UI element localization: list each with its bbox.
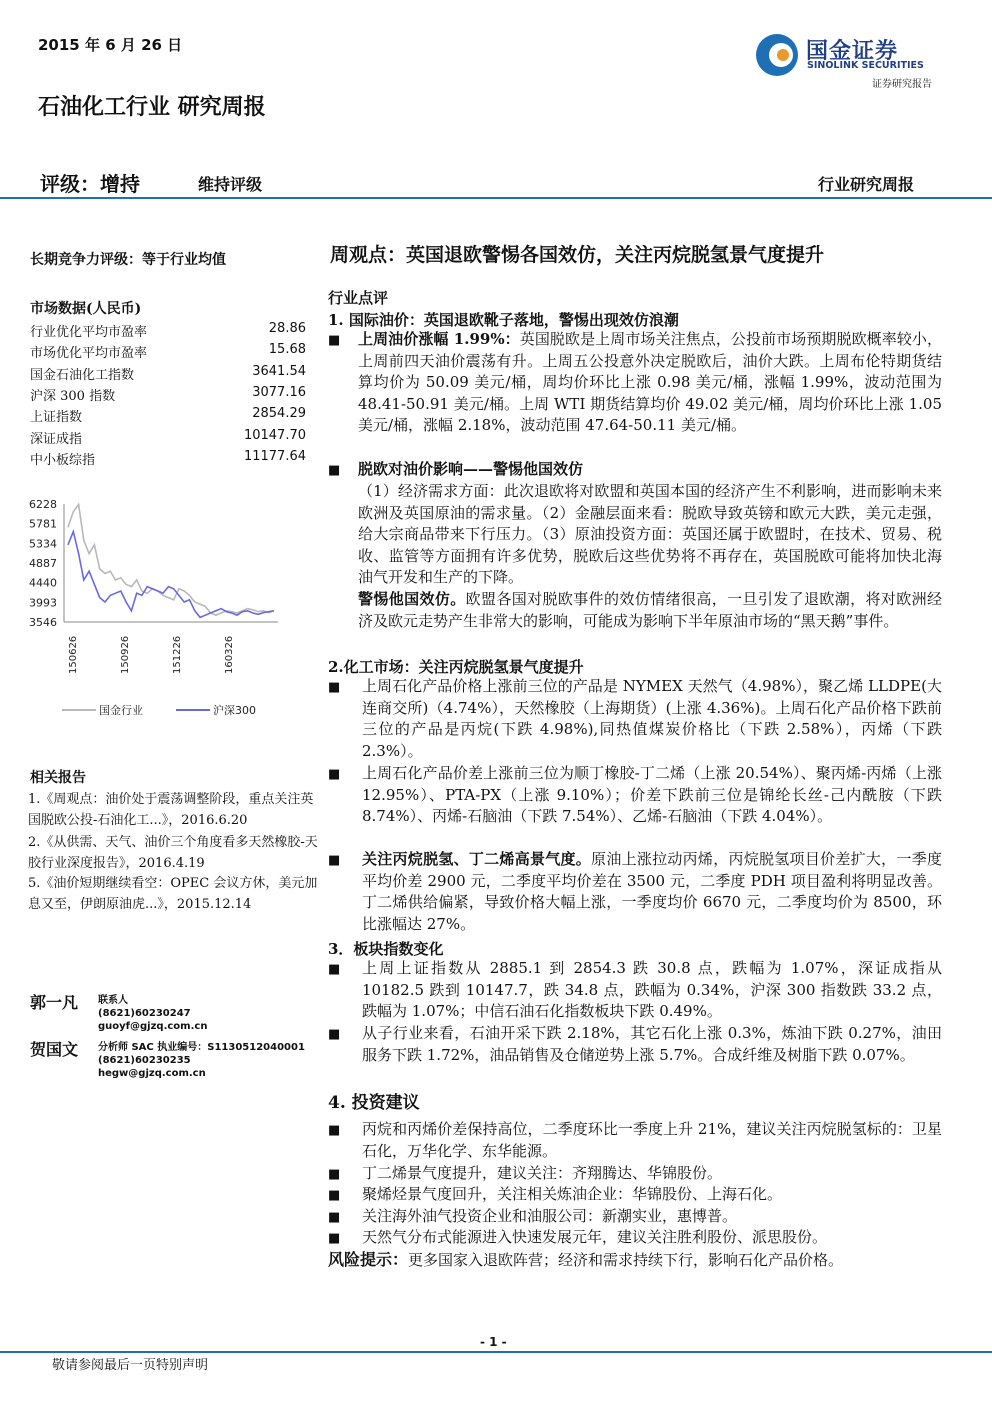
bullet-marker: ■ (328, 1027, 341, 1042)
section-3-title: 3．板块指数变化 (328, 940, 444, 958)
market-data-label: 沪深 300 指数 (30, 388, 116, 404)
analyst-phone-1: (8621)60230247 (98, 1008, 191, 1019)
bullet-marker: ■ (328, 463, 341, 478)
bullet-marker: ■ (328, 680, 341, 695)
legend-label-1: 沪深300 (213, 704, 256, 717)
section-1-bullet-2-lead: 脱欧对油价影响——警惕他国效仿 (358, 460, 584, 478)
section-2-bullet-3 (362, 849, 942, 935)
market-data-value: 3641.54 (252, 363, 306, 379)
brand-name: 国金证券 (806, 39, 899, 64)
section-1-bullet-2-paragraph-2 (358, 589, 942, 632)
report-type: 行业研究周报 (818, 175, 915, 194)
sinolink-logo-icon (754, 32, 800, 78)
y-tick-label: 3546 (29, 616, 57, 629)
index-line-chart (28, 498, 288, 726)
section-3-bullet-1: 上周上证指数从 2885.1 到 2854.3 跌 30.8 点，跌幅为 1.07%，深证成指从 10182.5 跌到 10147.7，跌 34.8 点，跌幅为 0.34%，沪深 300 指数跌 33.2 点，跌幅为 1.07%；中信石油石化指数板块下跌 0.49%。 (362, 959, 942, 1021)
section-2-title: 2.化工市场：关注丙烷脱氢景气度提升 (328, 658, 584, 676)
analyst-name-2: 贺国文 (30, 1040, 79, 1059)
analyst-email-1[interactable]: guoyf@gjzq.com.cn (98, 1021, 208, 1032)
brand-logo (754, 30, 954, 92)
header-divider (0, 197, 992, 199)
market-data-row (30, 342, 306, 363)
market-data-value: 2854.29 (252, 406, 306, 422)
recommendation-2: 丁二烯景气度提升，建议关注：齐翔腾达、华锦股份。 (362, 1164, 723, 1182)
bullet-marker: ■ (328, 767, 341, 782)
market-data-row (30, 364, 306, 385)
y-tick-label: 6228 (29, 498, 57, 511)
y-tick-label: 5334 (29, 537, 57, 551)
market-data-label: 中小板综指 (30, 452, 96, 468)
section-2-bullet-3-lead: 关注丙烷脱氢、丁二烯高景气度。 (362, 850, 592, 868)
risk-text: 更多国家入退欧阵营；经济和需求持续下行，影响石化产品价格。 (408, 1251, 844, 1269)
headline: 周观点：英国退欧警惕各国效仿，关注丙烷脱氢景气度提升 (330, 244, 825, 266)
bullet-marker: ■ (328, 962, 341, 977)
analyst-email-2[interactable]: hegw@gjzq.com.cn (98, 1068, 206, 1079)
footer-disclaimer: 敬请参阅最后一页特别声明 (52, 1358, 209, 1373)
section-1-bullet-1-lead: 上周油价涨幅 1.99%： (358, 330, 520, 348)
section-2-bullet-3-text: 原油上涨拉动丙烯，丙烷脱氢项目价差扩大，一季度平均价差 2900 元，二季度平均价差在 3500 元，二季度 PDH 项目盈利将明显改善。丁二烯供给偏紧，导致价格大幅上涨，一季度均价 6670 元，二季度均价为 8500，环比涨幅达 27%。 (362, 850, 942, 933)
market-data-value: 10147.70 (243, 427, 306, 443)
legend-label-0: 国金行业 (99, 704, 143, 717)
long-term-rating: 长期竞争力评级：等于行业均值 (30, 252, 226, 268)
analyst-contact-2 (98, 1041, 305, 1080)
y-tick-label: 5781 (29, 517, 57, 531)
analyst-name-1: 郭一凡 (30, 993, 79, 1012)
section-1-bullet-2-paragraph-2-lead: 警惕他国效仿。 (358, 590, 466, 608)
market-data-label: 上证指数 (30, 410, 83, 426)
section-3-bullet-2: 从子行业来看，石油开采下跌 2.18%，其它石化上涨 0.3%，炼油下跌 0.27%，油田服务下跌 1.72%，油品销售及仓储逆势上涨 5.7%。合成纤维及树脂下跌 0.07%。 (362, 1024, 942, 1064)
market-data-row (30, 321, 306, 342)
footer-divider (0, 1351, 992, 1353)
section-2-bullet-1: 上周石化产品价格上涨前三位的产品是 NYMEX 天然气（4.98%），聚乙烯 LLDPE(大连商交所)（4.74%），天然橡胶（上海期货）(上涨 4.36%)。上周石化产品价格下跌前三位的产品是丙烷(下跌 4.98%),同热值煤炭价格比（下跌 2.58%），丙烯（下跌 2.3%）。 (362, 677, 942, 760)
section-2-bullet-2: 上周石化产品价差上涨前三位为顺丁橡胶-丁二烯（上涨 20.54%）、聚丙烯-丙烯（上涨 12.95%）、PTA-PX（上涨 9.10%）；价差下跌前三位是锦纶长丝-己内酰胺（下跌 8.74%）、丙烯-石脑油（下跌 7.54%）、乙烯-石脑油（下跌 4.04%）。 (362, 764, 942, 826)
rating-label: 评级：增持 (40, 172, 140, 196)
section-1-bullet-2-paragraph-2-text: 欧盟各国对脱欧事件的效仿情绪很高，一旦引发了退欧潮，将对欧洲经济及欧元走势产生非常大的影响，可能成为影响下半年原油市场的“黑天鹅”事件。 (358, 590, 942, 630)
related-report-2: 2.《从供需、天气、油价三个角度看多天然橡胶-天胶行业深度报告》，2016.4.19 (28, 835, 318, 871)
section-1-bullet-2-paragraph-1: （1）经济需求方面：此次退欧将对欧盟和英国本国的经济产生不利影响，进而影响未来欧洲及英国原油的需求量。（2）金融层面来看：脱欧导致英镑和欧元大跌，美元走强，给大宗商品带来下行压力。（3）原油投资方面：英国还属于欧盟时，在技术、贸易、税收、监管等方面拥有许多优势，脱欧后这些优势将不再存在，英国脱欧可能将加快北海油气开发和生产的下降。 (358, 482, 942, 587)
market-data-row (30, 385, 306, 406)
bullet-marker: ■ (328, 1167, 341, 1182)
market-data-row (30, 428, 306, 449)
bullet-marker: ■ (328, 1123, 341, 1138)
x-tick-label: 151226 (172, 635, 183, 674)
bullet-marker: ■ (328, 1210, 341, 1225)
market-data-title: 市场数据(人民币) (30, 301, 142, 317)
bullet-marker: ■ (328, 333, 341, 348)
x-tick-label: 150926 (120, 635, 131, 674)
recommendation-5: 天然气分布式能源进入快速发展元年，建议关注胜利股份、派思股份。 (362, 1228, 828, 1246)
page-number: - 1 - (480, 1335, 507, 1349)
analyst-role-2: 分析师 SAC 执业编号：S1130512040001 (98, 1042, 305, 1053)
related-report-3: 5.《油价短期继续看空：OPEC 会议方休，美元加息又至，伊朗原油虎...》，2015.12.14 (28, 876, 318, 912)
risk-label: 风险提示： (328, 1250, 409, 1269)
recommendation-4: 关注海外油气投资企业和油服公司：新潮实业，惠博普。 (362, 1207, 738, 1225)
x-tick-label: 150626 (68, 635, 79, 674)
series-line-1 (68, 532, 274, 618)
market-data-row (30, 406, 306, 427)
market-data-value: 28.86 (268, 321, 306, 336)
report-date: 2015 年 6 月 26 日 (38, 36, 183, 54)
analyst-role-1: 联系人 (98, 995, 128, 1006)
analyst-phone-2: (8621)60230235 (98, 1055, 191, 1066)
bullet-marker: ■ (328, 1188, 341, 1203)
rating-action: 维持评级 (198, 175, 263, 194)
report-title: 石油化工行业 研究周报 (38, 94, 266, 120)
bullet-marker: ■ (328, 853, 341, 868)
section-1-bullet-1 (358, 329, 942, 437)
bullet-marker: ■ (328, 1231, 341, 1246)
market-data-value: 15.68 (268, 342, 306, 358)
brand-subtitle: 证券研究报告 (872, 79, 932, 90)
analyst-contact-1 (98, 994, 207, 1033)
market-data-label: 行业优化平均市盈率 (30, 325, 148, 340)
y-tick-label: 3993 (29, 596, 57, 610)
y-tick-label: 4887 (29, 557, 57, 570)
market-data-label: 国金石油化工指数 (30, 367, 135, 383)
y-tick-label: 4440 (29, 576, 57, 590)
related-reports-title: 相关报告 (30, 770, 86, 786)
related-report-1: 1.《周观点：油价处于震荡调整阶段，重点关注英国脱欧公投-石油化工...》，2016.6.20 (28, 792, 314, 828)
market-data-value: 3077.16 (252, 384, 306, 400)
market-data-label: 深证成指 (30, 431, 83, 447)
section-1-title: 1. 国际油价：英国退欧靴子落地，警惕出现效仿浪潮 (328, 311, 679, 329)
market-data-value: 11177.64 (243, 448, 306, 464)
section-1-bullet-1-text: 英国脱欧是上周市场关注焦点，公投前市场预期脱欧概率较小，上周前四天油价震荡有升。上周五公投意外决定脱欧后，油价大跌。上周布伦特期货结算均价为 50.09 美元/桶，周均价环比上涨 0.98 美元/桶，涨幅 1.99%，波动范围为 48.41-50.91 美元/桶。上周 WTI 期货结算均价 49.02 美元/桶，周均价环比上涨 1.05 美元/桶，涨幅 2.18%，波动范围 47.64-50.11 美元/桶。 (358, 330, 942, 435)
brand-english: SINOLINK SECURITIES (807, 60, 924, 71)
recommendation-3: 聚烯烃景气度回升，关注相关炼油企业：华锦股份、上海石化。 (362, 1185, 783, 1203)
market-data-row (30, 449, 306, 470)
review-title: 行业点评 (328, 289, 389, 307)
risk-warning (328, 1249, 942, 1272)
market-data-label: 市场优化平均市盈率 (30, 346, 148, 362)
recommendation-1: 丙烷和丙烯价差保持高位，二季度环比一季度上升 21%，建议关注丙烷脱氢标的：卫星石化，万华化学、东华能源。 (362, 1120, 942, 1160)
x-tick-label: 160326 (224, 635, 235, 674)
section-4-title: 4. 投资建议 (328, 1093, 420, 1113)
series-line-0 (68, 504, 274, 615)
